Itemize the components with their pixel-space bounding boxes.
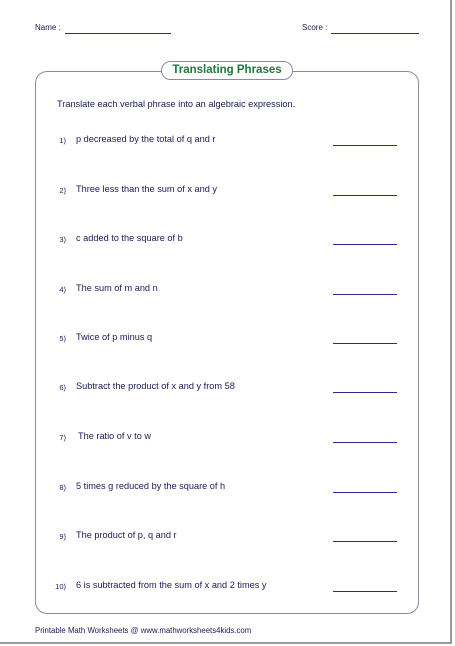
footer-credit: Printable Math Worksheets @ www.mathworksheets4kids.com: [35, 626, 252, 635]
question-row: [0, 233, 455, 247]
question-text: Twice of p minus q: [76, 332, 153, 342]
answer-line[interactable]: [333, 442, 397, 443]
question-row: [0, 580, 455, 594]
answer-line[interactable]: [333, 492, 397, 493]
question-row: [0, 134, 455, 148]
question-row: [0, 184, 455, 198]
answer-line[interactable]: [333, 145, 397, 146]
question-text: 6 is subtracted from the sum of x and 2 times y: [76, 580, 267, 590]
question-row: [0, 481, 455, 495]
question-number: 5): [59, 334, 66, 343]
question-number: 10): [55, 582, 66, 591]
question-number: 7): [59, 433, 66, 442]
question-text: p decreased by the total of q and r: [76, 134, 216, 144]
question-text: The sum of m and n: [76, 283, 158, 293]
question-text: The ratio of v to w: [78, 431, 152, 441]
question-row: [0, 431, 455, 445]
question-number: 1): [59, 136, 66, 145]
question-text: Three less than the sum of x and y: [76, 184, 217, 194]
question-row: [0, 530, 455, 544]
question-number: 9): [59, 532, 66, 541]
question-row: [0, 332, 455, 346]
name-label: Name :: [35, 23, 61, 32]
question-number: 2): [59, 186, 66, 195]
question-number: 4): [59, 285, 66, 294]
answer-line[interactable]: [333, 294, 397, 295]
answer-line[interactable]: [333, 591, 397, 592]
name-field-line[interactable]: [65, 33, 171, 34]
question-text: Subtract the product of x and y from 58: [76, 381, 235, 391]
answer-line[interactable]: [333, 392, 397, 393]
question-number: 3): [59, 235, 66, 244]
answer-line[interactable]: [333, 195, 397, 196]
answer-line[interactable]: [333, 244, 397, 245]
question-number: 6): [59, 383, 66, 392]
question-text: 5 times g reduced by the square of h: [76, 481, 226, 491]
answer-line[interactable]: [333, 343, 397, 344]
question-row: [0, 283, 455, 297]
instructions: Translate each verbal phrase into an algebraic expression.: [57, 99, 296, 109]
question-text: c added to the square of b: [76, 233, 183, 243]
score-field-line[interactable]: [331, 33, 419, 34]
score-label: Score :: [302, 23, 328, 32]
question-row: [0, 381, 455, 395]
question-number: 8): [59, 483, 66, 492]
worksheet-title: Translating Phrases: [161, 61, 293, 80]
answer-line[interactable]: [333, 541, 397, 542]
question-text: The product of p, q and r: [76, 530, 177, 540]
